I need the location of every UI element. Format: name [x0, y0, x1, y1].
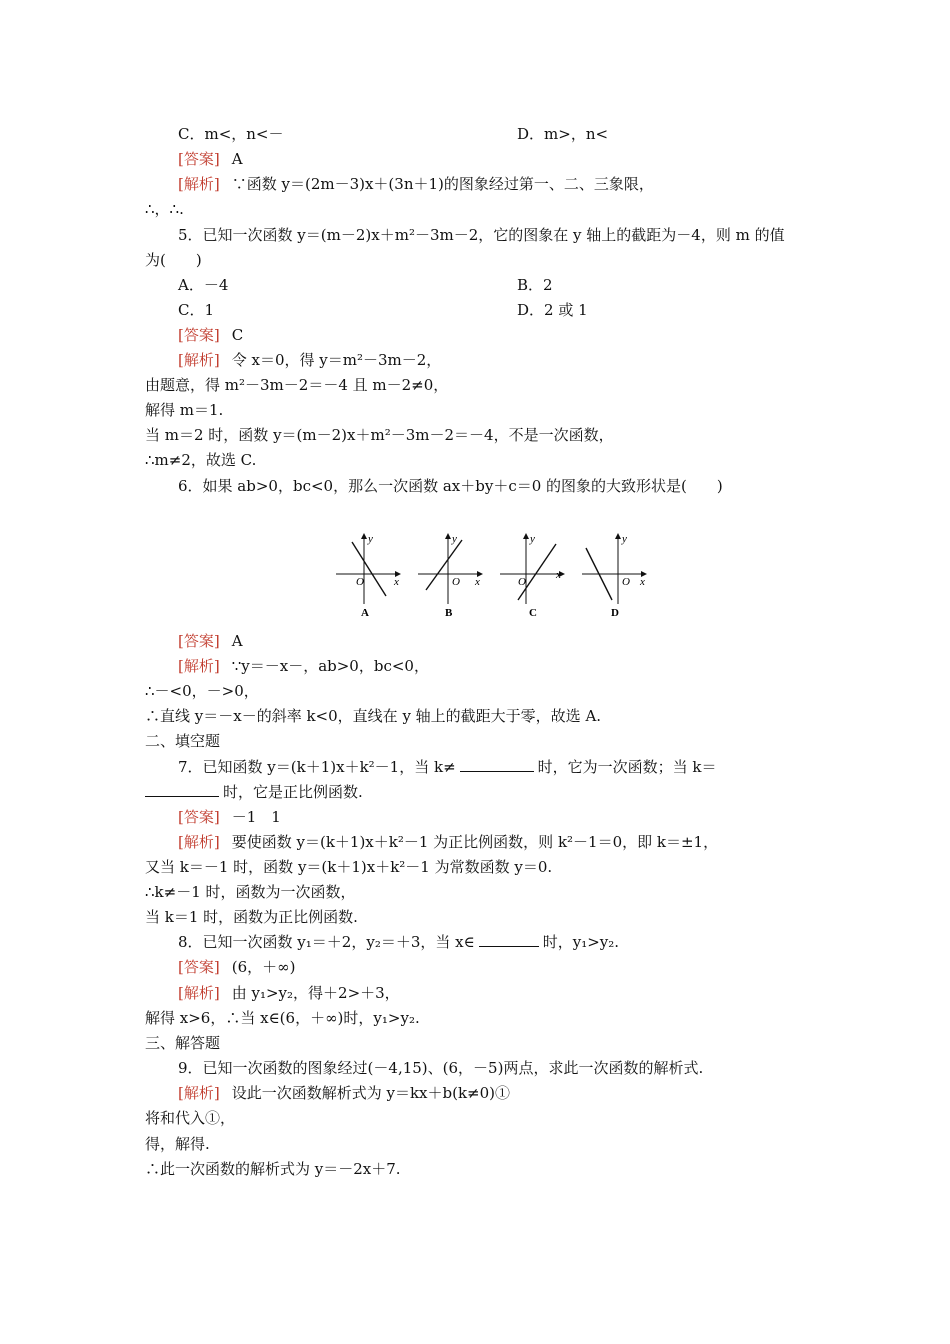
- text-line: 当 m＝2 时，函数 y＝(m－2)x＋m²－3m－2＝－4，不是一次函数，: [145, 426, 614, 444]
- answer-line: [178, 957, 295, 977]
- section-heading: 三、解答题: [145, 1034, 221, 1052]
- fill-blank: [145, 782, 219, 797]
- question-9: 9．已知一次函数的图象经过(－4,15)、(6，－5)两点，求此一次函数的解析式.: [178, 1059, 704, 1077]
- option-a: A．－4: [178, 276, 229, 294]
- question-7-cont: [145, 782, 363, 802]
- option-d: D．m>，n<: [517, 125, 609, 143]
- graph-options-figure: [330, 528, 660, 624]
- text-line: ∴此一次函数的解析式为 y＝－2x＋7.: [145, 1160, 401, 1178]
- analysis-text: ∵y＝－x－，ab>0，bc<0，: [231, 657, 429, 675]
- question-7-text: 7．已知函数 y＝(k＋1)x＋k²－1，当 k≠: [178, 758, 456, 776]
- text-line: 得，解得.: [145, 1135, 210, 1153]
- question-5: 5．已知一次函数 y＝(m－2)x＋m²－3m－2，它的图象在 y 轴上的截距为－4，则 m 的值: [178, 226, 785, 244]
- analysis-tag: [解析]: [178, 175, 220, 193]
- origin-label: O: [622, 576, 630, 588]
- analysis-text: 由 y₁>y₂，得＋2>＋3，: [231, 984, 400, 1002]
- graph-panel-a: [336, 533, 400, 619]
- question-6: 6．如果 ab>0，bc<0，那么一次函数 ax＋by＋c＝0 的图象的大致形状是( ): [178, 477, 723, 495]
- x-axis-label: x: [475, 576, 480, 588]
- option-row: [178, 124, 284, 144]
- y-axis-label: y: [452, 533, 457, 545]
- text-line: 当 k＝1 时，函数为正比例函数.: [145, 908, 358, 926]
- answer-tag: [答案]: [178, 632, 220, 650]
- panel-label-c: C: [529, 607, 537, 619]
- analysis-tag: [解析]: [178, 351, 220, 369]
- analysis-tag: [解析]: [178, 833, 220, 851]
- origin-label: O: [452, 576, 460, 588]
- option-c: C．1: [178, 301, 215, 319]
- text-line: 由题意，得 m²－3m－2＝－4 且 m－2≠0，: [145, 376, 449, 394]
- answer-tag: [答案]: [178, 958, 220, 976]
- answer-text: C: [231, 326, 244, 344]
- analysis-text: 要使函数 y＝(k＋1)x＋k²－1 为正比例函数，则 k²－1＝0，即 k＝±1，: [231, 833, 719, 851]
- text-line: 为( ): [145, 251, 202, 269]
- answer-text: (6，＋∞): [231, 958, 296, 976]
- analysis-text: ∵函数 y＝(2m－3)x＋(3n＋1)的图象经过第一、二、三象限，: [231, 175, 654, 193]
- question-7-text: 时，它为一次函数；当 k＝: [537, 758, 717, 776]
- text-line: ∴直线 y＝－x－的斜率 k<0，直线在 y 轴上的截距大于零，故选 A.: [145, 707, 602, 725]
- graph-panel-d: [582, 533, 646, 619]
- panel-label-d: D: [611, 607, 619, 619]
- graph-panel-c: [500, 533, 564, 619]
- analysis-line: [178, 174, 654, 194]
- y-axis-label: y: [622, 533, 627, 545]
- text-line: ∴k≠－1 时，函数为一次函数，: [145, 883, 356, 901]
- question-8-text: 时，y₁>y₂.: [542, 933, 620, 951]
- origin-label: O: [356, 576, 364, 588]
- answer-tag: [答案]: [178, 150, 220, 168]
- text-line: ∴，∴.: [145, 200, 184, 218]
- option-d: D．2 或 1: [517, 301, 588, 319]
- text-line: ∴－<0，－>0，: [145, 682, 259, 700]
- option-c: C．m<，n<－: [178, 125, 284, 143]
- fill-blank: [479, 932, 539, 947]
- panel-label-b: B: [445, 607, 453, 619]
- analysis-text: 设此一次函数解析式为 y＝kx＋b(k≠0)①: [231, 1084, 511, 1102]
- panel-label-a: A: [361, 607, 369, 619]
- answer-tag: [答案]: [178, 326, 220, 344]
- answer-line: [178, 631, 243, 651]
- graph-options-svg: [330, 528, 660, 624]
- analysis-tag: [解析]: [178, 1084, 220, 1102]
- text-line: 又当 k＝－1 时，函数 y＝(k＋1)x＋k²－1 为常数函数 y＝0.: [145, 858, 553, 876]
- text-line: 解得 m＝1.: [145, 401, 224, 419]
- analysis-line: [178, 983, 400, 1003]
- analysis-text: 令 x＝0，得 y＝m²－3m－2，: [231, 351, 442, 369]
- text-line: ∴m≠2，故选 C.: [145, 451, 257, 469]
- answer-line: [178, 325, 243, 345]
- question-8: [178, 932, 619, 952]
- answer-text: A: [231, 632, 243, 650]
- analysis-line: [178, 832, 718, 852]
- x-axis-label: x: [640, 576, 645, 588]
- option-b: B．2: [517, 276, 553, 294]
- question-7-text: 时，它是正比例函数.: [223, 783, 363, 801]
- analysis-tag: [解析]: [178, 984, 220, 1002]
- answer-text: －1 1: [231, 808, 281, 826]
- graph-panel-b: [418, 533, 482, 619]
- answer-line: [178, 149, 243, 169]
- answer-line: [178, 807, 281, 827]
- y-axis-label: y: [368, 533, 373, 545]
- section-heading: 二、填空题: [145, 732, 221, 750]
- analysis-line: [178, 1083, 510, 1103]
- x-axis-label: x: [394, 576, 399, 588]
- text-line: 将和代入①，: [145, 1109, 236, 1127]
- analysis-line: [178, 656, 429, 676]
- y-axis-label: y: [530, 533, 535, 545]
- fill-blank: [460, 757, 534, 772]
- text-line: 解得 x>6，∴当 x∈(6，＋∞)时，y₁>y₂.: [145, 1009, 420, 1027]
- origin-label: O: [518, 576, 526, 588]
- answer-tag: [答案]: [178, 808, 220, 826]
- analysis-line: [178, 350, 441, 370]
- answer-text: A: [231, 150, 243, 168]
- analysis-tag: [解析]: [178, 657, 220, 675]
- question-8-text: 8．已知一次函数 y₁＝＋2，y₂＝＋3，当 x∈: [178, 933, 475, 951]
- question-7: [178, 757, 717, 777]
- x-axis-label: x: [556, 569, 561, 581]
